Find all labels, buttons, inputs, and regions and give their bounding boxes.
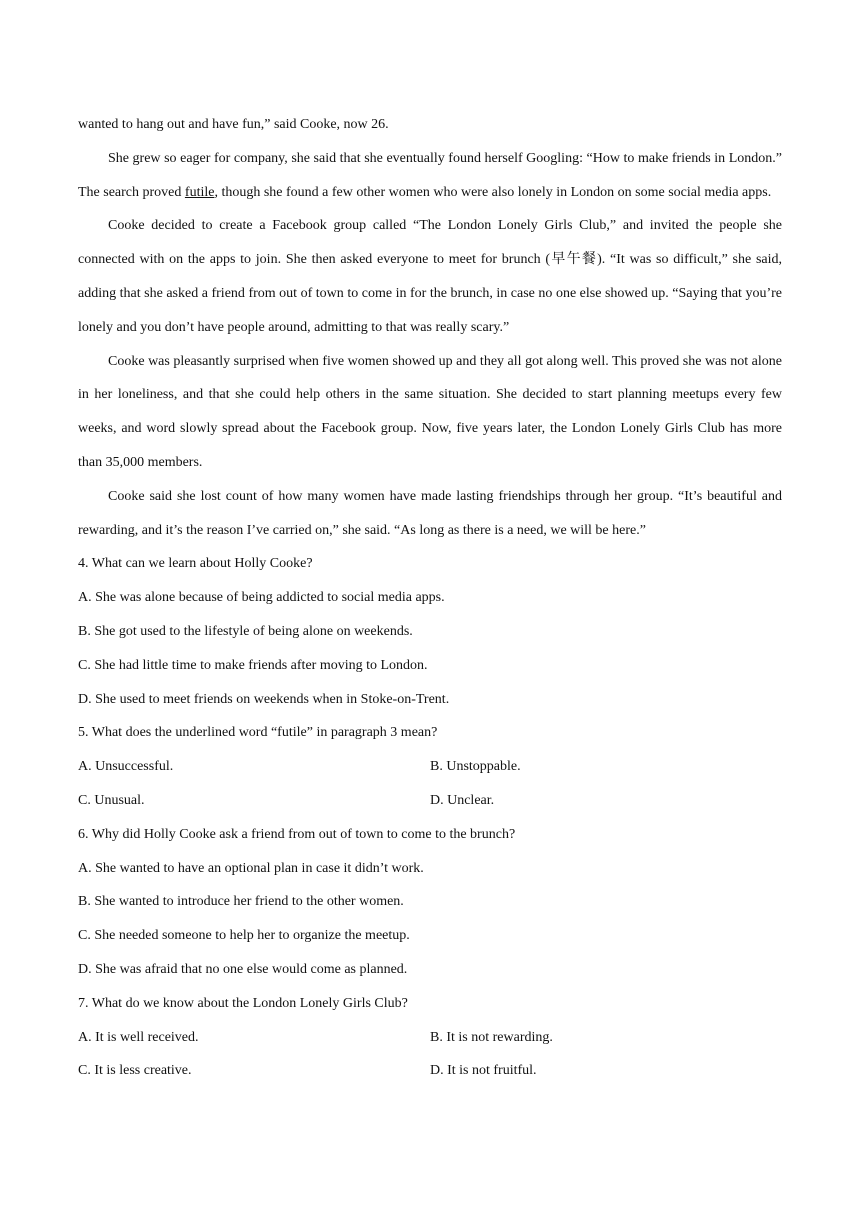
answer-option: C. She needed someone to help her to organize the meetup. [78,928,410,944]
paragraph [78,142,782,210]
answer-option: D. She used to meet friends on weekends when in Stoke-on-Trent. [78,691,450,707]
question-stem: 5. What does the underlined word “futile” in paragraph 3 mean? [78,725,438,741]
paragraph-text: She grew so eager for company, she said that she eventually found herself Googling: “How to make friends in London.” The search proved [78,150,782,200]
paragraph: Cooke said she lost count of how many women have made lasting friendships through her group. “It’s beautiful and rewarding, and it’s the reason I’ve carried on,” she said. “As long as there is a need, we will be here.” [78,488,782,538]
question-stem: 6. Why did Holly Cooke ask a friend from out of town to come to the brunch? [78,826,516,842]
answer-option: D. Unclear. [430,792,495,808]
paragraph-text: , though she found a few other women who were also lonely in London on some social media apps. [214,184,772,200]
answer-option: C. Unusual. [78,792,145,808]
answer-option: A. It is well received. [78,1029,199,1045]
answer-option: B. It is not rewarding. [430,1029,553,1045]
answer-option: C. She had little time to make friends after moving to London. [78,657,428,673]
answer-option: A. She wanted to have an optional plan in case it didn’t work. [78,860,424,876]
options-row [78,1054,782,1088]
question-stem: 4. What can we learn about Holly Cooke? [78,556,313,572]
options-row [78,1021,782,1055]
document-page [78,108,782,1088]
paragraph: Cooke was pleasantly surprised when five women showed up and they all got along well. This proved she was not alone in her loneliness, and that she could help others in the same situation. She decided to start planning meetups every few weeks, and word slowly spread about the Facebook group. Now, five years later, the London Lonely Girls Club has more than 35,000 members. [78,353,782,470]
answer-option: C. It is less creative. [78,1063,192,1079]
answer-option: B. She wanted to introduce her friend to the other women. [78,894,404,910]
options-row [78,750,782,784]
underlined-word: futile [184,184,215,200]
answer-option: A. Unsuccessful. [78,759,174,775]
answer-option: B. Unstoppable. [430,759,521,775]
options-row [78,784,782,818]
answer-option: A. She was alone because of being addicted to social media apps. [78,590,445,606]
answer-option: B. She got used to the lifestyle of being alone on weekends. [78,623,413,639]
paragraph: wanted to hang out and have fun,” said Cooke, now 26. [78,117,389,132]
question-stem: 7. What do we know about the London Lonely Girls Club? [78,995,408,1011]
answer-option: D. It is not fruitful. [430,1063,537,1079]
answer-option: D. She was afraid that no one else would come as planned. [78,961,408,977]
paragraph: Cooke decided to create a Facebook group called “The London Lonely Girls Club,” and invited the people she connected with on the apps to join. She then asked everyone to meet for brunch (早午餐). “It was so difficult,” she said, adding that she asked a friend from out of town to come in for the brunch, in case no one else showed up. “Saying that you’re lonely and you don’t have people around, admitting to that was really scary.” [78,218,782,335]
